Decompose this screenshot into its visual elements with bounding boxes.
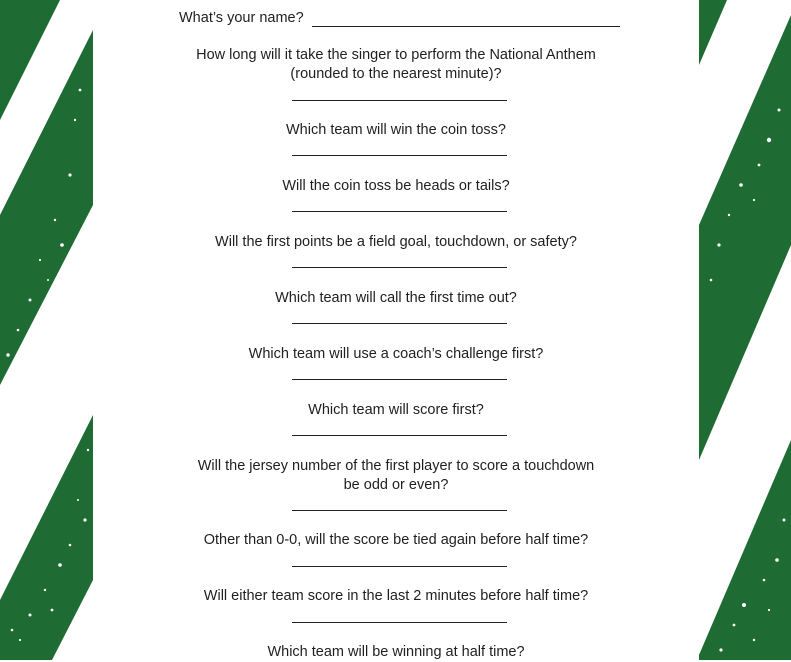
- name-answer-line[interactable]: [312, 26, 620, 27]
- question-9: Other than 0-0, will the score be tied again before half time?: [203, 532, 589, 548]
- question-10: Will either team score in the last 2 minutes before half time?: [203, 588, 589, 604]
- question-4: Will the first points be a field goal, touchdown, or safety?: [215, 234, 577, 250]
- name-row: [179, 8, 699, 30]
- answer-line-6[interactable]: [292, 379, 507, 380]
- question-3: Will the coin toss be heads or tails?: [282, 178, 510, 194]
- worksheet: [93, 0, 699, 660]
- right-stripe-border: [699, 0, 791, 660]
- answer-line-7[interactable]: [292, 435, 507, 436]
- answer-line-5[interactable]: [292, 323, 507, 324]
- question-7: Which team will score first?: [308, 402, 484, 418]
- answer-line-8[interactable]: [292, 510, 507, 511]
- answer-line-2[interactable]: [292, 155, 507, 156]
- question-8: Will the jersey number of the first player to score a touchdown be odd or even?: [197, 458, 595, 493]
- question-1: How long will it take the singer to perform the National Anthem (rounded to the nearest minute)?: [196, 47, 596, 82]
- question-5: Which team will call the first time out?: [275, 290, 517, 306]
- answer-line-10[interactable]: [292, 622, 507, 623]
- stripe-pattern-right: [699, 0, 791, 660]
- name-label: What’s your name?: [179, 10, 304, 26]
- question-6: Which team will use a coach’s challenge first?: [248, 346, 544, 362]
- answer-line-3[interactable]: [292, 211, 507, 212]
- left-stripe-border: [0, 0, 93, 660]
- answer-line-4[interactable]: [292, 267, 507, 268]
- question-2: Which team will win the coin toss?: [286, 122, 506, 138]
- answer-line-9[interactable]: [292, 566, 507, 567]
- answer-line-1[interactable]: [292, 100, 507, 101]
- question-11: Which team will be winning at half time?: [267, 644, 525, 660]
- stripe-pattern-left: [0, 0, 93, 660]
